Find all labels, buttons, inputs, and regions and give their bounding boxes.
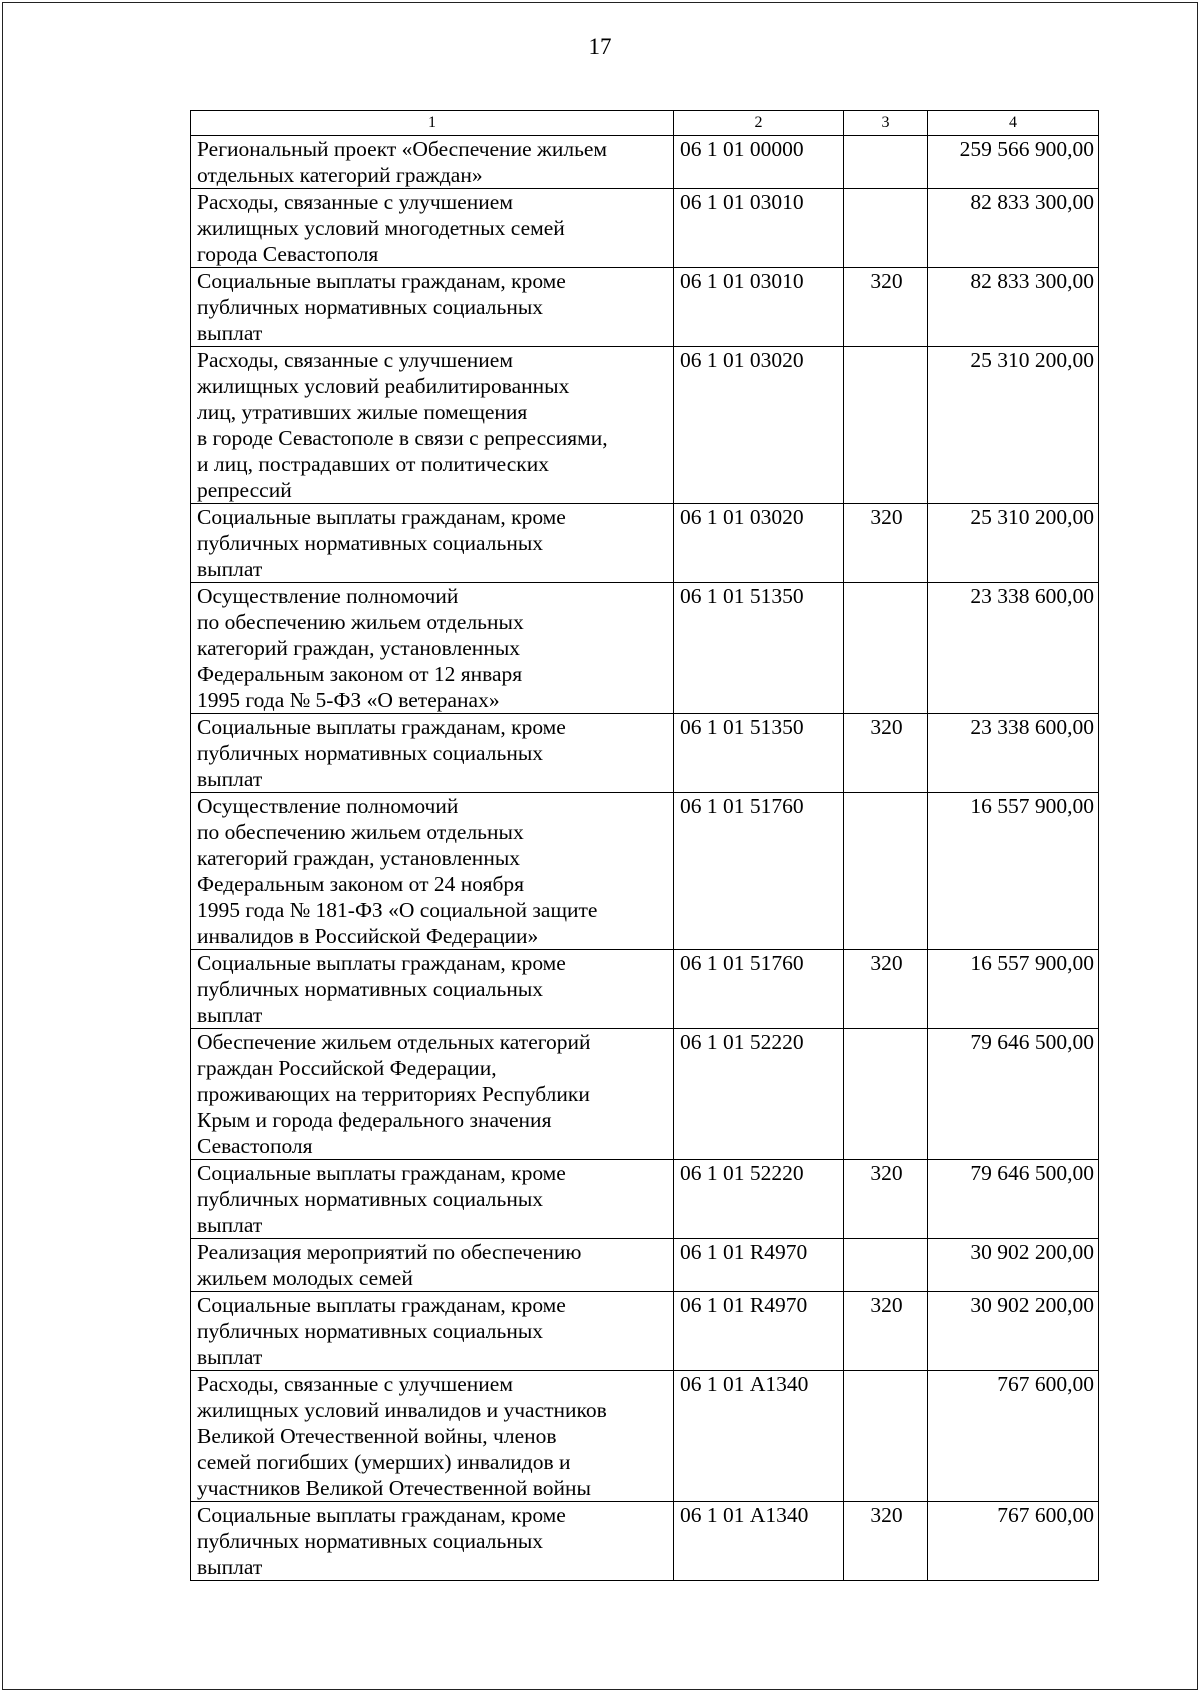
amount-cell: 79 646 500,00 — [928, 1029, 1099, 1160]
table-row — [191, 268, 1099, 347]
expense-name-cell: Социальные выплаты гражданам, кроме публичных нормативных социальных выплат — [191, 268, 674, 347]
expense-type-cell: 320 — [844, 714, 928, 793]
expense-type-cell: 320 — [844, 268, 928, 347]
amount-cell: 767 600,00 — [928, 1371, 1099, 1502]
target-code-cell: 06 1 01 03020 — [674, 504, 844, 583]
table-header-row — [191, 111, 1099, 136]
amount-cell: 16 557 900,00 — [928, 793, 1099, 950]
column-header-2: 2 — [674, 111, 844, 136]
table-row — [191, 504, 1099, 583]
table-row — [191, 583, 1099, 714]
expense-name-cell: Осуществление полномочий по обеспечению жильем отдельных категорий граждан, установленных Федеральным законом от 12 января 1995 года № 5-ФЗ «О ветеранах» — [191, 583, 674, 714]
target-code-cell: 06 1 01 03010 — [674, 189, 844, 268]
target-code-cell: 06 1 01 R4970 — [674, 1292, 844, 1371]
amount-cell: 16 557 900,00 — [928, 950, 1099, 1029]
target-code-cell: 06 1 01 R4970 — [674, 1239, 844, 1292]
amount-cell: 767 600,00 — [928, 1502, 1099, 1581]
amount-cell: 259 566 900,00 — [928, 136, 1099, 189]
expense-name-cell: Социальные выплаты гражданам, кроме публичных нормативных социальных выплат — [191, 1292, 674, 1371]
column-header-3: 3 — [844, 111, 928, 136]
expense-name-cell: Расходы, связанные с улучшением жилищных условий многодетных семей города Севастополя — [191, 189, 674, 268]
expense-type-cell: 320 — [844, 950, 928, 1029]
amount-cell: 23 338 600,00 — [928, 714, 1099, 793]
page-number: 17 — [588, 34, 612, 59]
expense-type-cell — [844, 189, 928, 268]
table-row — [191, 189, 1099, 268]
amount-cell: 79 646 500,00 — [928, 1160, 1099, 1239]
amount-cell: 25 310 200,00 — [928, 347, 1099, 504]
expense-name-cell: Осуществление полномочий по обеспечению жильем отдельных категорий граждан, установленных Федеральным законом от 24 ноября 1995 года № 181-ФЗ «О социальной защите инвалидов в Российской Федерации» — [191, 793, 674, 950]
expense-type-cell — [844, 583, 928, 714]
expense-type-cell — [844, 1029, 928, 1160]
expense-name-cell: Социальные выплаты гражданам, кроме публичных нормативных социальных выплат — [191, 1160, 674, 1239]
expense-type-cell — [844, 1239, 928, 1292]
target-code-cell: 06 1 01 51350 — [674, 583, 844, 714]
expense-type-cell: 320 — [844, 1160, 928, 1239]
expense-type-cell: 320 — [844, 1292, 928, 1371]
expense-name-cell: Региональный проект «Обеспечение жильем отдельных категорий граждан» — [191, 136, 674, 189]
table-row — [191, 950, 1099, 1029]
target-code-cell: 06 1 01 00000 — [674, 136, 844, 189]
target-code-cell: 06 1 01 03010 — [674, 268, 844, 347]
table-row — [191, 136, 1099, 189]
expense-type-cell — [844, 347, 928, 504]
expense-type-cell — [844, 136, 928, 189]
table-row — [191, 1292, 1099, 1371]
expense-name-cell: Социальные выплаты гражданам, кроме публичных нормативных социальных выплат — [191, 950, 674, 1029]
table-row — [191, 1371, 1099, 1502]
amount-cell: 82 833 300,00 — [928, 189, 1099, 268]
target-code-cell: 06 1 01 А1340 — [674, 1502, 844, 1581]
target-code-cell: 06 1 01 А1340 — [674, 1371, 844, 1502]
budget-table — [190, 110, 1099, 1581]
expense-type-cell: 320 — [844, 1502, 928, 1581]
target-code-cell: 06 1 01 51760 — [674, 950, 844, 1029]
column-header-1: 1 — [191, 111, 674, 136]
amount-cell: 23 338 600,00 — [928, 583, 1099, 714]
target-code-cell: 06 1 01 03020 — [674, 347, 844, 504]
amount-cell: 30 902 200,00 — [928, 1239, 1099, 1292]
amount-cell: 82 833 300,00 — [928, 268, 1099, 347]
expense-name-cell: Реализация мероприятий по обеспечению жильем молодых семей — [191, 1239, 674, 1292]
target-code-cell: 06 1 01 52220 — [674, 1160, 844, 1239]
expense-name-cell: Расходы, связанные с улучшением жилищных условий инвалидов и участников Великой Отечественной войны, членов семей погибших (умерших) инвалидов и участников Великой Отечественной войны — [191, 1371, 674, 1502]
table-row — [191, 793, 1099, 950]
expense-name-cell: Социальные выплаты гражданам, кроме публичных нормативных социальных выплат — [191, 504, 674, 583]
expense-type-cell — [844, 793, 928, 950]
table-row — [191, 714, 1099, 793]
expense-name-cell: Обеспечение жильем отдельных категорий граждан Российской Федерации, проживающих на территориях Республики Крым и города федерального значения Севастополя — [191, 1029, 674, 1160]
table-body — [191, 136, 1099, 1581]
table-row — [191, 1029, 1099, 1160]
amount-cell: 25 310 200,00 — [928, 504, 1099, 583]
expense-name-cell: Расходы, связанные с улучшением жилищных условий реабилитированных лиц, утративших жилые помещения в городе Севастополе в связи с репрессиями, и лиц, пострадавших от политических репрессий — [191, 347, 674, 504]
table-row — [191, 347, 1099, 504]
expense-type-cell: 320 — [844, 504, 928, 583]
target-code-cell: 06 1 01 51760 — [674, 793, 844, 950]
column-header-4: 4 — [928, 111, 1099, 136]
expense-name-cell: Социальные выплаты гражданам, кроме публичных нормативных социальных выплат — [191, 1502, 674, 1581]
amount-cell: 30 902 200,00 — [928, 1292, 1099, 1371]
expense-name-cell: Социальные выплаты гражданам, кроме публичных нормативных социальных выплат — [191, 714, 674, 793]
target-code-cell: 06 1 01 52220 — [674, 1029, 844, 1160]
table-row — [191, 1502, 1099, 1581]
table-row — [191, 1160, 1099, 1239]
target-code-cell: 06 1 01 51350 — [674, 714, 844, 793]
expense-type-cell — [844, 1371, 928, 1502]
table-row — [191, 1239, 1099, 1292]
